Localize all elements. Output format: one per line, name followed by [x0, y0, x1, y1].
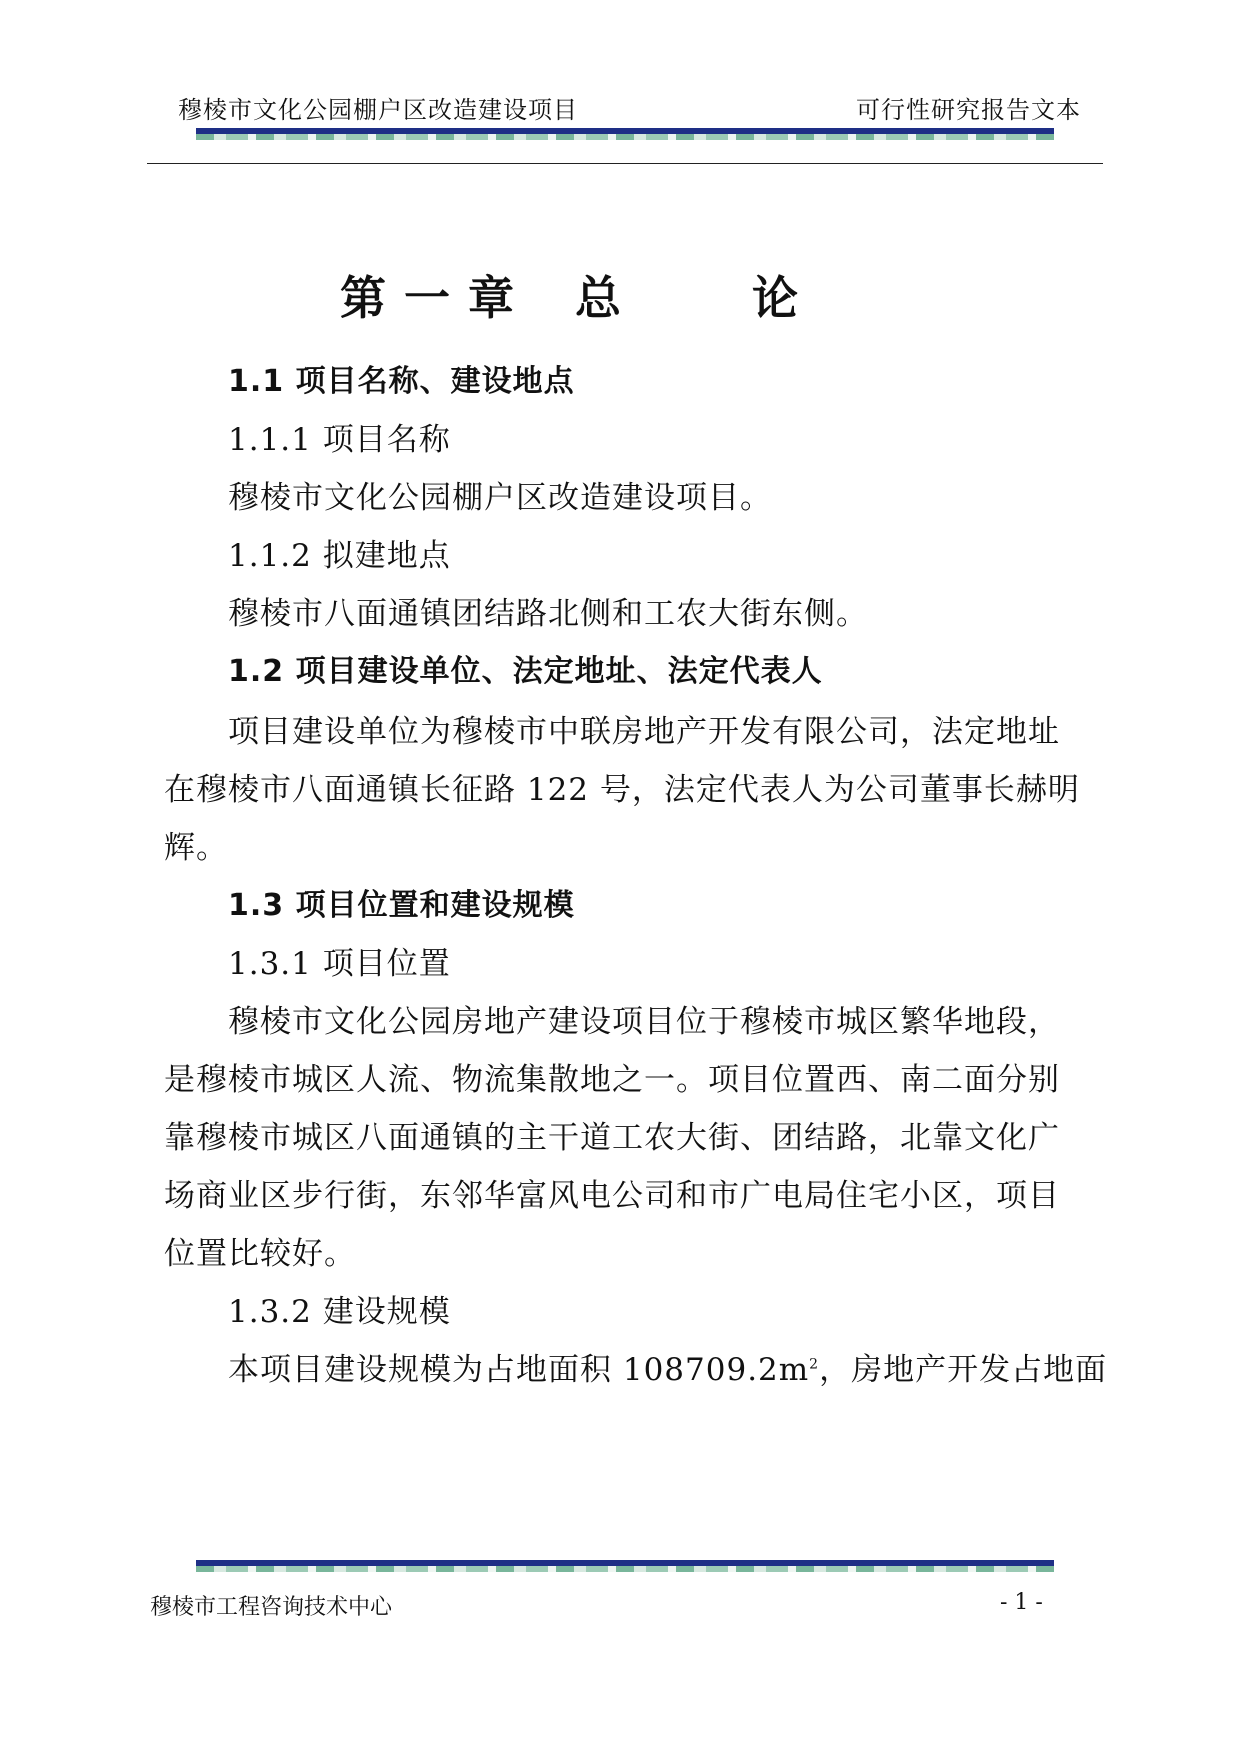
chapter-title [0, 262, 1241, 325]
header-document-type: 可行性研究报告文本 [856, 96, 1081, 124]
paragraph-unit-line-1: 项目建设单位为穆棱市中联房地产开发有限公司，法定地址 [228, 714, 1060, 750]
chapter-char-5: 论 [752, 271, 798, 325]
paragraph-position-line-2: 是穆棱市城区人流、物流集散地之一。项目位置西、南二面分别 [164, 1062, 1060, 1098]
paragraph-position-line-1: 穆棱市文化公园房地产建设项目位于穆棱市城区繁华地段， [228, 1004, 1060, 1040]
subsection-heading-1-3-2: 1.3.2 建设规模 [228, 1294, 451, 1330]
section-heading-1-1: 1.1 项目名称、建设地点 [228, 364, 575, 399]
paragraph-unit-line-2: 在穆棱市八面通镇长征路 122 号，法定代表人为公司董事长赫明 [164, 772, 1080, 808]
section-heading-1-2: 1.2 项目建设单位、法定地址、法定代表人 [228, 654, 823, 689]
scale-text-b: ，房地产开发占地面 [819, 1352, 1108, 1388]
subsection-heading-1-3-1: 1.3.1 项目位置 [228, 946, 451, 982]
chapter-char-1: 第 [340, 271, 386, 325]
paragraph-location: 穆棱市八面通镇团结路北侧和工农大街东侧。 [228, 596, 868, 632]
area-unit-superscript: 2 [809, 1356, 820, 1373]
chapter-char-3: 章 [468, 271, 514, 325]
footer-organization: 穆棱市工程咨询技术中心 [150, 1595, 393, 1620]
section-heading-1-3: 1.3 项目位置和建设规模 [228, 888, 575, 923]
header-decorative-band [196, 128, 1054, 140]
footer-page-number: - 1 - [1000, 1590, 1043, 1615]
paragraph-position-line-5: 位置比较好。 [164, 1236, 356, 1272]
subsection-heading-1-1-1: 1.1.1 项目名称 [228, 422, 451, 458]
header-project-title: 穆棱市文化公园棚户区改造建设项目 [178, 96, 578, 124]
chapter-char-2: 一 [404, 271, 450, 325]
paragraph-position-line-4: 场商业区步行街，东邻华富风电公司和市广电局住宅小区，项目 [164, 1178, 1060, 1214]
footer-decorative-band [196, 1560, 1054, 1572]
header-rule [147, 163, 1103, 164]
scale-text-a: 本项目建设规模为占地面积 108709.2m [228, 1352, 810, 1388]
paragraph-scale-line-1 [228, 1350, 1107, 1390]
chapter-char-4: 总 [575, 271, 621, 325]
subsection-heading-1-1-2: 1.1.2 拟建地点 [228, 538, 451, 574]
paragraph-unit-line-3: 辉。 [164, 830, 228, 866]
paragraph-position-line-3: 靠穆棱市城区八面通镇的主干道工农大街、团结路，北靠文化广 [164, 1120, 1060, 1156]
paragraph-project-name: 穆棱市文化公园棚户区改造建设项目。 [228, 480, 772, 516]
